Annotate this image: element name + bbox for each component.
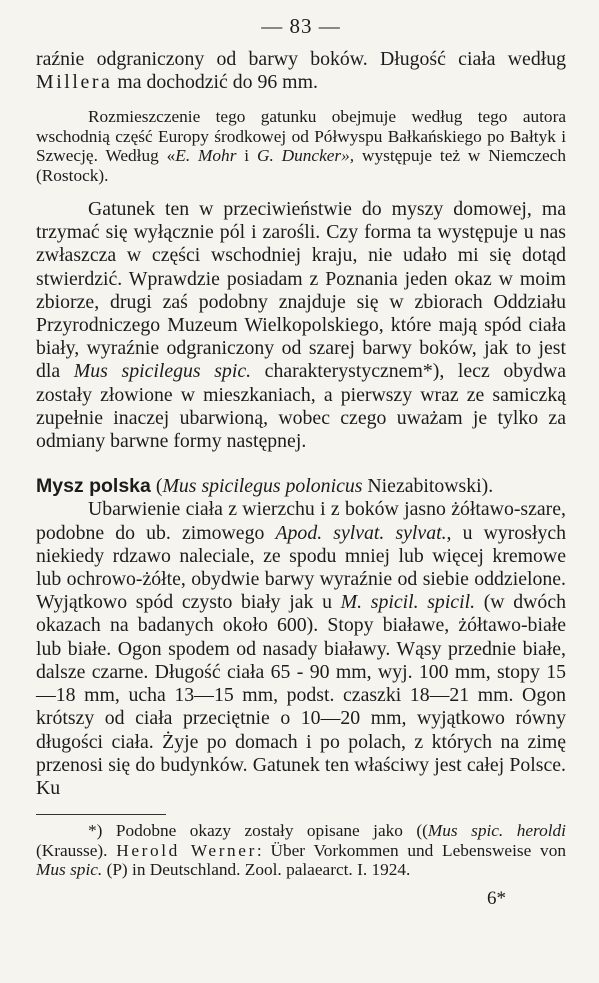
text: (Krausse).	[36, 840, 117, 860]
footnote	[36, 821, 566, 880]
section-heading	[36, 475, 566, 498]
species-name: Mus spic.	[36, 860, 103, 880]
species-name: Mus spic. heroldi	[427, 821, 566, 841]
paragraph-continuation	[36, 48, 566, 94]
species-name: Mus spicilegus spic.	[73, 360, 252, 383]
text: , u wyrosłych niekiedy rdzawo nalecialе, ze spodu mniej lub więcej kremowe lub ochrowo-żółte, obydwie barwy wyraźnie od siebie oddzielone. Wyjątkowo spód czysto biały jak u	[36, 521, 567, 614]
text: (w dwóch okazach na badanych około 600). Stopy białawe, żółtawo-białe lub białe. Ogon spodem od nasady białawy. Wąsy przednie białe, dalsze czarne. Długość ciała 65 - 90 mm, wyj. 100 mm, stopy 15—18 mm, ucha 13—15 mm, podst. czaszki 18—21 mm. Ogon krótszy od ciała przeciętnie o 10—20 mm, wyjątkowo równy długości ciała. Żyje po domach i po polach, z których na zimę przenosi się do budynków. Gatunek ten właściwy jest całej Polsce. Ku	[36, 591, 566, 799]
species-name: M. spicil. spicil.	[340, 591, 476, 614]
heading-title: Mysz polska	[36, 475, 151, 498]
text: charakterystycznem*), lecz obydwa zostały złowione w mieszkaniach, a pierwszy wraz ze samiczką zupełnie inaczej ubarwioną, wobec czego uważam je tylko za odmiany barwne formy następnej.	[36, 360, 566, 453]
text: : Über Vorkommen und Lebensweise von	[256, 840, 566, 860]
text: (	[150, 475, 163, 498]
paragraph-habitat	[36, 198, 566, 453]
paragraph-distribution	[36, 107, 566, 185]
footnote-divider	[36, 814, 166, 815]
paragraph-description	[36, 498, 566, 800]
author-name: E. Mohr	[175, 146, 237, 166]
text: (P) in Deutschland. Zool. palaearct. I. 1924.	[102, 860, 411, 880]
text: Ubarwienie ciała z wierzchu i z boków jasno żółtawo-szare, podobne do ub. zimowego	[36, 498, 566, 544]
signature-mark: 6*	[487, 887, 506, 909]
species-name: Mus spicilegus polonicus	[162, 475, 363, 498]
text: ma dochodzić do 96 mm.	[112, 71, 318, 94]
text: występuje też w Niemczech (Rostock).	[36, 146, 566, 185]
text: i	[236, 146, 257, 166]
page	[36, 8, 566, 910]
text: Gatunek ten w przeciwieństwie do myszy domowej, ma trzymać się wyłącznie pól i zarośli. Czy forma ta występuje u nas zwłaszcza w części wschodniej kraju, nie udało mi się dotąd stwierdzić. Wprawdzie posiadam z Poznania jeden okaz w moim zbiorze, drugi zaś podobny znajduje się w zbiorach Oddziału Przyrodniczego Muzeum Wielkopolskiego, które mają spód ciała biały, wyraźnie odgraniczony od szarej barwy boków, jak to jest dla	[36, 198, 566, 383]
page-number: — 83 —	[261, 14, 341, 38]
text: *) Podobne okazy zostały opisane jako ((	[88, 821, 428, 841]
text: raźnie odgraniczony od barwy boków. Długość ciała według	[36, 48, 566, 70]
text: Niezabitowski).	[362, 475, 494, 498]
author-name: G. Duncker»,	[256, 146, 355, 166]
author-name: Herold Werner	[116, 840, 257, 860]
author-name: Millera	[36, 71, 113, 94]
species-name: Apod. sylvat. sylvat.	[275, 521, 447, 544]
text: Rozmieszczenie tego gatunku obejmuje według tego autora wschodnią część Europy środkowej od Półwyspu Bałkańskiego po Bałtyk i Szwecję. Według «	[36, 107, 566, 166]
